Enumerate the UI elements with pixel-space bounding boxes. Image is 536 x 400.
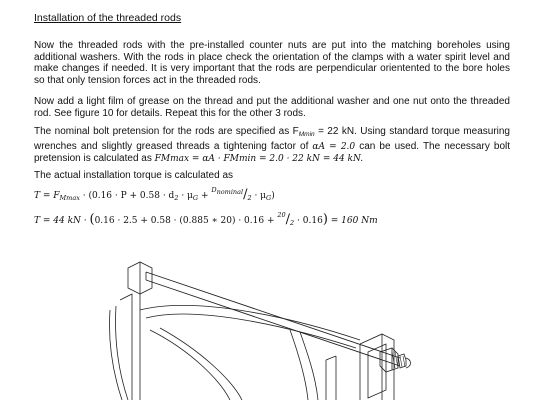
- eq1-lhs: T =: [34, 191, 54, 201]
- eq2-body: 0.16 · 2.5 + 0.58 · (0.885 ∗ 20) · 0.16 +: [94, 216, 278, 226]
- eq1-mu2-sub: G: [266, 194, 272, 202]
- eq1-mid: · (0.16 · P + 0.58 · d: [79, 191, 175, 201]
- eq1-mu2: · μ: [251, 191, 267, 201]
- eq1-two: 2: [247, 194, 252, 202]
- pretension-sub: Mmin: [298, 131, 315, 138]
- eq1-end: ): [271, 191, 275, 201]
- eq1-mu1-sub: G: [192, 194, 199, 202]
- pretension-text-c: can be used. The necessary bolt pretension is calculated as: [34, 140, 511, 165]
- eq1-D-sub: nominal: [216, 188, 244, 196]
- tightening-factor: αA = 2.0: [312, 141, 356, 152]
- eq1-d-sub: 2: [174, 194, 179, 202]
- pretension-calculation: FMmax = αA · FMmin = 2.0 · 22 kN = 44 kN.: [154, 154, 364, 165]
- eq2-div: /: [285, 212, 291, 227]
- torque-result: [34, 211, 378, 227]
- eq2-close: ): [322, 212, 328, 227]
- eq1-F-sub: Mmax: [59, 194, 80, 202]
- eq1-D: D: [211, 186, 217, 194]
- paragraph-torque-intro: The actual installation torque is calculated as: [34, 170, 234, 181]
- eq2-lhs: T = 44 kN ·: [34, 216, 90, 226]
- eq2-tail: · 0.16: [294, 216, 323, 226]
- eq1-div: /: [243, 187, 248, 202]
- clamp-assembly-drawing: [0, 240, 536, 400]
- eq1-mu1: · μ: [178, 191, 193, 201]
- eq1-plus: +: [198, 191, 212, 201]
- eq2-den: 2: [290, 219, 295, 227]
- torque-formula: [34, 186, 275, 202]
- section-heading: Installation of the threaded rods: [34, 12, 182, 24]
- eq2-result: = 160 Nm: [327, 216, 378, 226]
- paragraph-installation: Now the threaded rods with the pre-installed counter nuts are put into the matching boreholes using additional washers. With the rods in place check the orientation of the clamps with a water spirit level and make changes if needed. It is very important that the rods are perpendicular orientented to the bore holes so that only tension forces act in the threaded rods.: [34, 40, 510, 86]
- pretension-text-a: The nominal bolt pretension for the rods are specified as F: [34, 126, 299, 137]
- eq2-num: 20: [277, 211, 286, 219]
- pretension-text-b: = 22 kN. Using standard torque measuring wrenches and slightly greased threads a tightening factor of: [34, 126, 510, 152]
- paragraph-grease: Now add a light film of grease on the thread and put the additional washer and one nut onto the threaded rod. See figure 10 for details. Repeat this for the other 3 rods.: [34, 96, 510, 119]
- eq1-F: F: [53, 191, 60, 201]
- paragraph-pretension: [34, 126, 510, 166]
- eq2-open: (: [89, 212, 95, 227]
